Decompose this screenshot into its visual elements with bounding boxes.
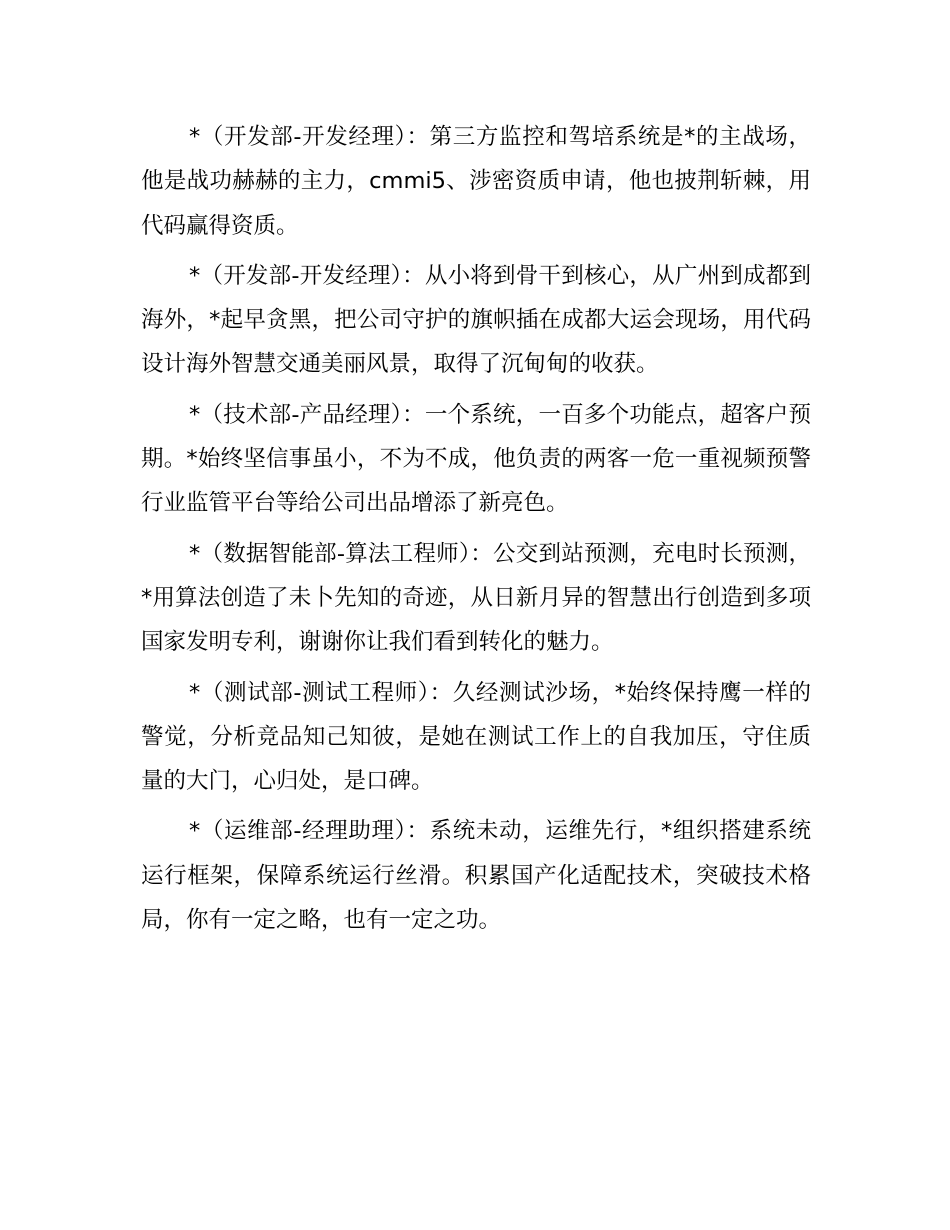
paragraph-dev-manager-1: *（开发部-开发经理）：第三方监控和驾培系统是*的主战场，他是战功赫赫的主力，cmmi5、涉密资质申请，他也披荆斩棘，用代码赢得资质。 bbox=[141, 124, 811, 239]
paragraph-dev-manager-2: *（开发部-开发经理）：从小将到骨干到核心，从广州到成都到海外，*起早贪黑，把公司守护的旗帜插在成都大运会现场，用代码设计海外智慧交通美丽风景，取得了沉甸甸的收获。 bbox=[141, 262, 811, 378]
paragraph-ops-assistant: *（运维部-经理助理）：系统未动，运维先行，*组织搭建系统运行框架，保障系统运行丝滑。积累国产化适配技术，突破技术格局，你有一定之略，也有一定之功。 bbox=[141, 818, 811, 934]
document-body bbox=[141, 115, 811, 948]
paragraph-product-manager: *（技术部-产品经理）：一个系统，一百多个功能点，超客户预期。*始终坚信事虽小，不为不成，他负责的两客一危一重视频预警行业监管平台等给公司出品增添了新亮色。 bbox=[141, 401, 811, 517]
paragraph-test-engineer: *（测试部-测试工程师）：久经测试沙场，*始终保持鹰一样的警觉，分析竞品知己知彼，是她在测试工作上的自我加压，守住质量的大门，心归处，是口碑。 bbox=[141, 679, 811, 795]
paragraph-algorithm-engineer: *（数据智能部-算法工程师）：公交到站预测，充电时长预测，*用算法创造了未卜先知的奇迹，从日新月异的智慧出行创造到多项国家发明专利，谢谢你让我们看到转化的魅力。 bbox=[141, 540, 811, 656]
